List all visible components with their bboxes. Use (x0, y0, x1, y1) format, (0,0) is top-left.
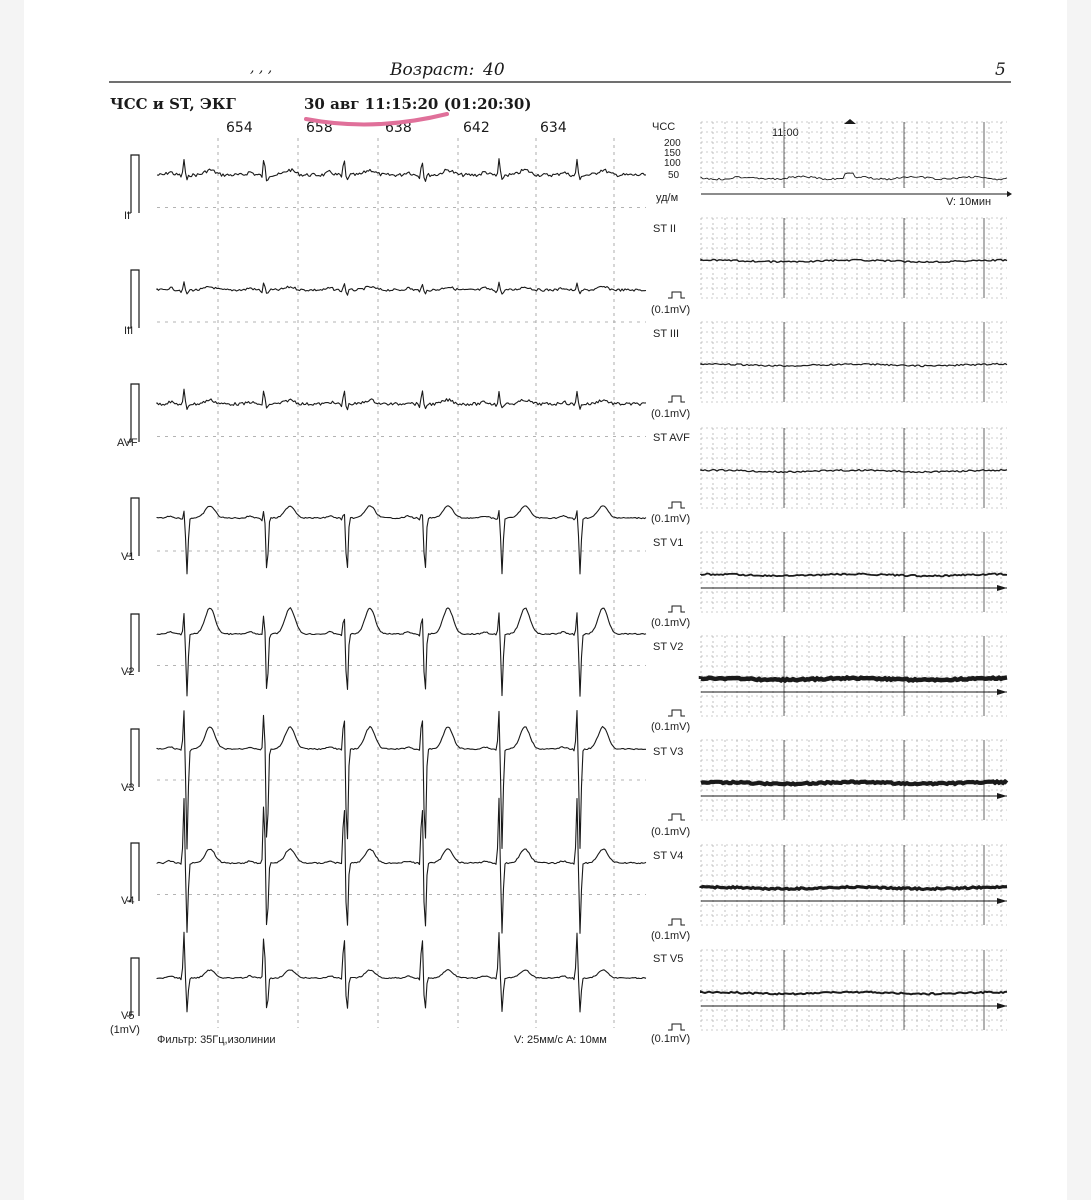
calibration-pulse (131, 614, 139, 672)
st-reference-arrow (997, 689, 1007, 695)
calibration-label: (1mV) (110, 1024, 140, 1036)
calibration-pulse (131, 270, 139, 328)
ecg-trace (157, 282, 646, 295)
st-calibration-symbol (668, 502, 685, 508)
rr-interval: 654 (226, 120, 253, 136)
st-scale-label: (0.1mV) (651, 617, 691, 629)
ecg-trace (157, 798, 646, 933)
age-value: 40 (483, 60, 505, 80)
time-marker (844, 119, 856, 124)
calibration-pulse (131, 843, 139, 901)
hr-units: уд/м (656, 192, 679, 204)
st-calibration-symbol (668, 710, 685, 716)
st-label-ii: ST II (653, 223, 677, 235)
st-reference-arrow (997, 585, 1007, 591)
st-trend-trace (701, 887, 1007, 890)
ecg-chart (24, 0, 1067, 1200)
st-calibration-symbol (668, 606, 685, 612)
lead-label-v5: V5 (121, 1010, 135, 1022)
calibration-pulse (131, 729, 139, 787)
st-scale-label: (0.1mV) (651, 826, 691, 838)
st-reference-arrow (997, 1003, 1007, 1009)
calibration-pulse (131, 958, 139, 1016)
st-label-v2: ST V2 (653, 641, 684, 653)
ecg-trace (157, 389, 646, 410)
trend-speed-label: V: 10мин (946, 196, 992, 208)
st-label-v5: ST V5 (653, 953, 684, 965)
st-trend-trace (701, 678, 1007, 681)
lead-label-iii: III (124, 325, 134, 337)
rr-interval: 658 (306, 120, 333, 136)
lead-label-v3: V3 (121, 782, 135, 794)
speed-amplitude-info: V: 25мм/с A: 10мм (514, 1034, 607, 1046)
st-label-v3: ST V3 (653, 746, 684, 758)
lead-label-avf: AVF (117, 437, 138, 449)
calibration-pulse (131, 384, 139, 442)
st-calibration-symbol (668, 814, 685, 820)
hr-scale-50: 50 (668, 170, 680, 181)
st-calibration-symbol (668, 292, 685, 298)
lead-label-v4: V4 (121, 895, 135, 907)
hr-trend-trace (701, 173, 1007, 180)
recording-timestamp: 30 авг 11:15:20 (01:20:30) (304, 95, 532, 113)
rr-interval: 642 (463, 120, 490, 136)
highlight-underline (306, 114, 447, 124)
st-scale-label: (0.1mV) (651, 930, 691, 942)
st-scale-label: (0.1mV) (651, 1033, 691, 1045)
lead-label-v1: V1 (121, 551, 135, 563)
hr-label: ЧСС (652, 121, 676, 133)
page-number: 5 (995, 60, 1006, 80)
st-scale-label: (0.1mV) (651, 408, 691, 420)
st-trend-trace (701, 573, 1007, 576)
lead-label-v2: V2 (121, 666, 135, 678)
age-label: Возраст: (390, 60, 475, 80)
section-title: ЧСС и ST, ЭКГ (110, 95, 236, 113)
calibration-pulse (131, 498, 139, 556)
st-label-avf: ST AVF (653, 432, 690, 444)
rr-interval: 638 (385, 120, 412, 136)
calibration-pulse (131, 155, 139, 213)
hr-scale-200: 200 (664, 138, 681, 149)
hr-time-label: 11:00 (772, 127, 799, 139)
st-trend-trace (701, 992, 1007, 995)
st-trend-trace (701, 470, 1007, 473)
filter-info: Фильтр: 35Гц,изолинии (157, 1034, 276, 1046)
hr-axis-arrow (1007, 191, 1012, 197)
st-calibration-symbol (668, 396, 685, 402)
st-trend-trace (701, 259, 1007, 262)
report-page (24, 0, 1067, 1200)
st-scale-label: (0.1mV) (651, 513, 691, 525)
ecg-trace (157, 932, 646, 1012)
st-label-v1: ST V1 (653, 537, 684, 549)
st-label-v4: ST V4 (653, 850, 684, 862)
st-scale-label: (0.1mV) (651, 304, 691, 316)
st-reference-arrow (997, 898, 1007, 904)
st-calibration-symbol (668, 919, 685, 925)
st-label-iii: ST III (653, 328, 680, 340)
st-calibration-symbol (668, 1024, 685, 1030)
hr-scale-150: 150 (664, 148, 681, 159)
ecg-trace (157, 159, 646, 182)
header-marks: , , , (250, 60, 273, 76)
st-scale-label: (0.1mV) (651, 721, 691, 733)
rr-interval: 634 (540, 120, 567, 136)
st-reference-arrow (997, 793, 1007, 799)
lead-label-ii: II (124, 210, 131, 222)
ecg-trace (157, 506, 646, 574)
ecg-trace (157, 608, 646, 697)
hr-scale-100: 100 (664, 158, 681, 169)
st-trend-trace (701, 363, 1007, 366)
st-trend-trace (701, 781, 1007, 784)
